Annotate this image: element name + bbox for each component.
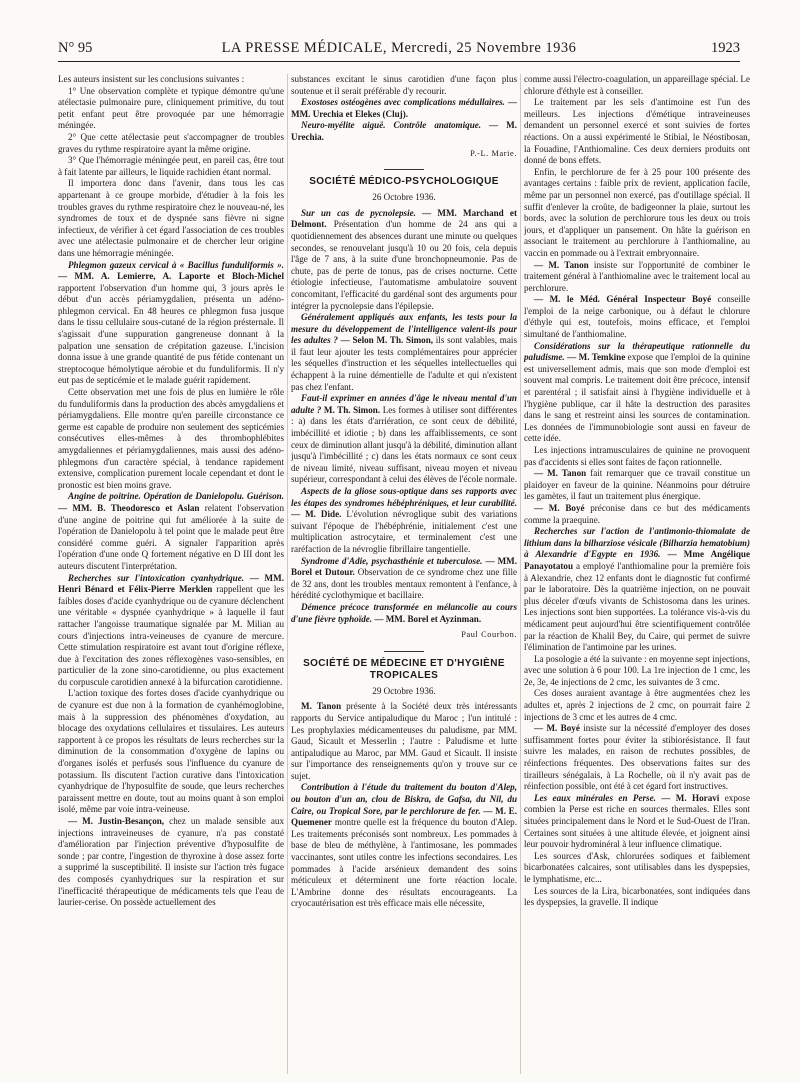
section-title: SOCIÉTÉ DE MÉDECINE ET D'HYGIÈNE TROPICALES (303, 657, 505, 681)
paragraph: Les auteurs insistent sur les conclusions suivantes : (58, 74, 245, 84)
article (291, 208, 517, 312)
issue-number: N° 95 (58, 40, 93, 56)
article-text: expose combien la Perse est riche en sources thermales. Elles sont situées principalement dans le Nord et le Sud-Ouest de l'Iran. Certaines sont situées à une altitude élevée, et joignent ainsi leur pouvoir hydrominéral à leur influence climatique. (524, 792, 750, 850)
paragraph: Enfin, le perchlorure de fer à 25 pour 100 présente des avantages certains : faible prix de revient, application facile, même par un personnel non exercé, pas d'outillage spécial. Il suffit d'enlever la croûte, de badigeonner la plaie, surtout les bords, avec la solution de perchlorure tous les deux ou trois jours, et d'appliquer un pansement. On hâte la guérison en associant le traitement au perchlorure à l'anthiomaline, au vaccin en pommade ou à l'extrait embryonnaire. (524, 166, 750, 258)
article-title: Recherches sur l'action de l'antimonio-thiomalate de lithium dans la bilharziose vésicale (Bilharzia hematobium) à Alexandrie d'Egypte en 1936. (524, 526, 750, 560)
article-title: Les eaux minérales en Perse. (534, 792, 656, 803)
article (291, 97, 517, 120)
article-authors: — M. Boyé (534, 502, 585, 513)
article-text: Les formes à utiliser sont différentes : a) dans les états d'arriération, ce sont ceux de débilité, imbécillité et idiotie ; b) dans les affaiblissements, ce sont ceux de diminution allant jusqu'à la débilité, diminution allant jusqu'à l'imbécillité ; c) dans les états normaux ce sont ceux de niveau limité, niveau suffisant, niveau moyen et niveau supérieur, correspondant à celui des élèves de l'école normale. (291, 404, 517, 485)
article-authors: — M. Horavi (661, 792, 720, 803)
article (291, 556, 517, 602)
article-authors: — M. Tanon (534, 468, 587, 479)
page-header (58, 39, 740, 62)
article-authors: M. Tanon (301, 701, 342, 712)
section-date: 29 Octobre 1936. (372, 685, 436, 696)
article-authors: — MM. Henri Bénard et Félix-Pierre Merklen (58, 572, 284, 595)
column-right (524, 74, 750, 1074)
article-authors: — M. Tanon (534, 259, 589, 270)
paragraph: Cette observation met une fois de plus en lumière le rôle du funduliformis dans la production des abcès amygdaliens et périamygdaliens. Elle montre qu'en pareille circonstance ce germe est capable de produire non seulement des septicémies consécutives elles-mêmes à des thrombophlébites amygdaliennes et périamygdaliennes, mais aussi des adéno-phlegmons d'un caractère spécial, à tendance rapidement extensive, complication purement locale cependant et dont le pronostic est bien moins grave. (58, 387, 284, 490)
article-title: Démence précoce transformée en mélancolie au cours d'une fièvre typhoïde. (291, 601, 517, 624)
article-authors: — M. Temkine (567, 352, 626, 363)
article-authors: — MM. Borel et Dutour. (291, 555, 517, 578)
column-middle (291, 74, 517, 1074)
paragraph: Les sources d'Ask, chlorurées sodiques et faiblement bicarbonatées calcaires, sont utilisables dans les dyspepsies, le lymphatisme, etc... (524, 850, 750, 884)
article-text: expose que l'emploi de la quinine est universellement admis, mais que son mode d'emploi est souvent mal compris. Le traitement doit être précoce, intensif et parentéral ; il satisfait ainsi à l'hygiène individuelle et à l'hygiène publique, car il hâte la destruction des parasites dans le sang et restreint ainsi les sources de contamination. Les données de l'immunobiologie sont aussi en faveur de cette idée. (524, 352, 750, 444)
article-authors: — Selon M. Th. Simon, (340, 335, 434, 346)
article (58, 573, 284, 689)
article-text: montre quelle est la fréquence du bouton d'Alep. Les traitements préconisés sont nombreux. Les pommades à base de bleu de méthylène, à l'antimosane, les pommades vaccinantes, sont utiles contre les infections secondaires. Les pommades à l'acide arsénieux demandent des soins méticuleux et déterminent une forte réaction locale. L'Ambrine donne des résultats encourageants. La cryocautérisation est très efficace mais elle nécessite, (291, 817, 517, 909)
article-authors: — MM. Urechia et Elekes (Cluj). (291, 97, 517, 119)
article-authors: — MM. Marchand et Delmont. (291, 207, 517, 230)
article-title: Exostoses ostéogènes avec complications médullaires. (301, 97, 505, 108)
article-text: rapportent l'observation d'un homme qui, 3 jours après le début d'un accès périamygdalien, présenta un adéno-phlegmon cervical. En 48 heures ce phlegmon fusa jusque dans le tissu cellulaire sous-cutané de la région présternale. Il s'agissait d'une suppuration gangreneuse donnant à la palpation une sensation de crépitation gazeuse. L'incision donna issue à une grande quantité de pus fétide contenant un streptocoque hémolytique aérobie et du funduliformis. Il n'y eut pas de septicémie et le malade guérit rapidement. (58, 282, 284, 386)
article-text: fait remarquer que ce travail constitue un plaidoyer en faveur de la quinine. Néanmoins pour détruire les gamètes, il faut un traitement plus énergique. (524, 468, 750, 502)
article (58, 816, 284, 909)
article-authors: — Mme Angélique Panayotatou (524, 549, 750, 571)
paragraph: Il importera donc dans l'avenir, dans tous les cas appartenant à ce groupe morbide, d'étudier à la fois les troubles graves du rythme respiratoire chez le nouveau-né, les syndromes de toux et de dyspnée sans fièvre ni signe infectieux, de vérifier à cet égard l'association de ces troubles avec une atélectasie pulmonaire et de chercher leur origine dans une hémorragie méningée. (58, 178, 284, 258)
paragraph: 1° Une observation complète et typique démontre qu'une atélectasie pulmonaire pure, cliniquement primitive, du tout petit enfant peut être provoquée par une hémorragie méningée. (58, 85, 284, 131)
article-authors: — M. Boyé (534, 723, 580, 734)
article-authors: — MM. A. Lemierre, A. Laporte et Bloch-Michel (58, 271, 284, 282)
article-title: Syndrome d'Adie, psychasthénie et tuberculose. (301, 555, 483, 566)
section-divider (384, 651, 424, 652)
article-text: insiste sur la nécessité d'employer des doses suffisamment fortes pour éviter la stibiorésistance. Il faut suivre les malades, en raison de rechutes possibles, de réinfections fréquentes. Des observations faites sur des tirailleurs sénégalais, à La Rochelle, où il n'y avait pas de réinfection possible, ont été à cet égard fort instructives. (524, 723, 750, 792)
article-title: Recherches sur l'intoxication cyanhydrique. (68, 572, 245, 583)
article (524, 468, 750, 503)
signature: Paul Courbon. (461, 630, 517, 640)
article (58, 491, 284, 572)
paragraph: Les sources de la Lira, bicarbonatées, sont indiquées dans les dyspepsies, la gravelle. Il indique (524, 885, 750, 908)
paragraph: 2° Que cette atélectasie peut s'accompagner de troubles graves du rythme respiratoire ayant la même origine. (58, 131, 284, 154)
article-authors: — MM. Borel et Ayzinman. (374, 613, 482, 624)
article-title: Généralement appliqués aux enfants, les tests pour la mesure du développement de l'intelligence valent-ils pour les adultes ? (291, 312, 517, 346)
article-text: a employé l'anthiomaline pour la première fois à Alexandrie, chez 12 enfants dont le diagnostic fut confirmé par le laboratoire. Dès la quatrième injection, on ne pouvait plus déceler d'œufs vivants de Schistosoma dans les urines. Les injections sont bien supportées. La tolérance vis-à-vis du médicament peut aujourd'hui être scientifiquement contrôlée par la réaction de Khalil Bey, du Caire, qui permet de suivre l'élimination de l'antimoine par les urines. (524, 560, 750, 653)
article-text: rappellent que les faibles doses d'acide cyanhydrique ou de cyanure déclenchent une véritable « dyspnée cyanhydrique » à laquelle il faut rattacher l'angoisse traumatique signalée par M. Milian au cours d'injections intra-veineuses de cyanure de mercure. Cette stimulation respiratoire est avant tout d'origine réflexe, due à l'excitation des zones réflexogènes vaso-sensibles, en particulier de la zone sino-carotidienne, ou plus exactement du corpuscule carotidien annexé à la bifurcation carotidienne. (58, 584, 284, 687)
article (524, 341, 750, 445)
article (291, 393, 517, 486)
article-text: ils sont valables, mais il faut leur ajouter les tests complémentaires pour apprécier les séquelles d'instruction et les séquelles intellectuelles qui échappent à la ruine démentielle de l'adulte et qui n'existent pas chez l'enfant. (291, 335, 517, 392)
signature: P.-L. Marie. (470, 148, 517, 158)
paragraph: Le traitement par les sels d'antimoine est l'un des meilleurs. Les injections d'émétique intraveineuses demandent un personnel exercé et sont suivies de fortes réactions. On a aussi expérimenté le Stibial, le Néostibosan, la Fouadine, l'Anthiomaline. Ces deux derniers produits ont donné de bons effets. (524, 97, 750, 166)
article-title: Neuro-myélite aiguë. Contrôle anatomique. (301, 120, 482, 131)
article-text: préconise dans ce but des médicaments comme la praequine. (524, 502, 750, 525)
column-divider (520, 74, 521, 1074)
paragraph: substances excitant le sinus carotidien d'une façon plus soutenue et il serait préférable d'y recourir. (291, 74, 517, 96)
article-title: Sur un cas de pycnolepsie. (301, 207, 416, 218)
article (58, 260, 284, 388)
paragraph: comme aussi l'électro-coagulation, un appareillage spécial. Le chlorure d'éthyle est à conseiller. (524, 74, 750, 96)
article-title: Contribution à l'étude du traitement du bouton d'Alep, ou bouton d'un an, clou de Biskra, de Gafsa, du Nil, du Caire, ou Tropical Sore, par le perchlorure de fer. (291, 782, 517, 816)
article-text: relatent l'observation d'une angine de poitrine qui fut améliorée à la suite de l'opération de Danielopolu à tel point que le malade peut être considéré comme guéri. A signaler l'apparition après l'opération d'une onde Q fortement négative en D III dont les auteurs discutent l'interprétation. (58, 502, 284, 571)
article-authors: M. Th. Simon. (323, 404, 381, 415)
article (524, 723, 750, 793)
article-title: Phlegmon gazeux cervical à « Bacillus funduliformis ». (68, 259, 284, 270)
article (291, 602, 517, 625)
journal-title: LA PRESSE MÉDICALE, Mercredi, 25 Novembre 1936 (221, 40, 577, 56)
article (291, 312, 517, 393)
article-text: chez un malade sensible aux injections intraveineuses de cyanure, n'a pas constaté d'amélioration par l'injection préventive d'hyposulfite de sonde ; par contre, l'ingestion de thyroxine à dose assez forte a supprimé la susceptibilité. Il insiste sur l'action très fugace des composés cyanhydriques sur la respiration et sur l'inefficacité thérapeutique de médicaments tels que l'eau de laurier-cerise. On possède actuellement des (58, 816, 284, 908)
page-number: 1923 (711, 40, 740, 56)
article-title: Aspects de la gliose sous-optique dans ses rapports avec les étapes des syndromes hébéphréniques, et leur curabilité. (291, 486, 517, 508)
article-text: conseille l'emploi de la neige carbonique, ou à défaut le chlorure d'éthyle qui est, toutefois, moins efficace, et l'emploi simultané de l'anthiomaline. (524, 294, 750, 340)
article-text: Observation de ce syndrome chez une fille de 32 ans, dont les troubles mentaux remontent à l'enfance, à hérédité cyclothymique et bacillaire. (291, 567, 517, 601)
article (291, 486, 517, 556)
article-authors: — M. Urechia. (291, 120, 517, 142)
paragraph: La posologie a été la suivante : en moyenne sept injections, avec une solution à 6 pour 100. La 1re injection de 1 cmc, les 2e, 3e, 4e injections de 2 cmc, les suivantes de 3 cmc. (524, 653, 750, 687)
article-text: L'évolution névroglique subit des variations suivant l'époque de l'hébéphrénie, initialement c'est une multiplication astrocytaire, et terminalement c'est une raréfaction de la névroglie fibrillaire tangentielle. (291, 509, 517, 554)
paragraph: Ces doses auraient avantage à être augmentées chez les adultes et, après 2 injections de 2 cmc, on pourrait faire 2 injections de 3 cmc et les autres de 4 cmc. (524, 688, 750, 722)
article (291, 701, 517, 782)
section-date: 26 Octobre 1936. (372, 192, 436, 203)
article-text: insiste sur l'opportunité de combiner le traitement général à l'anthiomaline avec le traitement local au perchlorure. (524, 259, 750, 293)
article (524, 793, 750, 851)
article-title: Considérations sur la thérapeutique rationnelle du paludisme. (524, 340, 750, 363)
article-authors: — M. Justin-Besançon, (68, 816, 165, 826)
column-left (58, 74, 284, 1074)
article-authors: — M. Dide. (291, 509, 342, 520)
article-authors: — M. le Méd. Général Inspecteur Boyé (534, 294, 712, 305)
paragraph: Les injections intramusculaires de quinine ne provoquent pas d'accidents si elles sont faites de façon rationnelle. (524, 445, 750, 467)
article (524, 526, 750, 654)
paragraph: 3° Que l'hémorragie méningée peut, en pareil cas, être tout à fait latente par ailleurs, le liquide rachidien étant normal. (58, 155, 284, 177)
section-divider (384, 169, 424, 170)
article-text: Présentation d'un homme de 24 ans qui a quotidiennement des absences durant une minute ou quelques secondes, se renouvelant jusqu'à 10 ou 20 fois, cela depuis l'âge de 7 ans, à la suite d'une bronchopneumonie. Pas de chute, pas de perte de tonus, pas de crises nocturne. Cette étiologie infectieuse, l'automatisme ambulatoire souvent concomitant, l'efficacité du gardénal sont des arguments pour intégrer la pycnolepsie dans l'épilepsie. (291, 219, 517, 311)
article (524, 503, 750, 526)
article (291, 782, 517, 910)
paragraph: L'action toxique des fortes doses d'acide cyanhydrique ou de cyanure est due non à la formation de cyanhémoglobine, mais à la suppression des phénomènes d'oxydation, au blocage des oxydations cellulaires et tissulaires. Les auteurs rapportent à ce propos les résultats de leurs recherches sur la diminution de la consommation d'oxygène de lapins ou d'organes isolés et perfusés sous l'influence du cyanure de potassium. Ils discutent l'action curative dans l'intoxication cyanhydrique de l'hyposulfite de soude, que leurs recherches paraissent mettre en doute, tout au moins quant à son emploi isolé, même par voie intra-veineuse. (58, 688, 284, 815)
article-title: Angine de poitrine. Opération de Danielopolu. Guérison. (68, 491, 284, 502)
section-title: SOCIÉTÉ MÉDICO-PSYCHOLOGIQUE (309, 176, 499, 188)
article-authors: — MM. B. Theodoresco et Aslan (58, 502, 200, 513)
article (524, 294, 750, 340)
article-title: Faut-il exprimer en années d'âge le niveau mental d'un adulte ? (291, 393, 517, 415)
article-text: présente à la Société deux très intéressants rapports du Service antipaludique du Maroc ; l'un intitulé : Les prophylaxies médicamenteuses du paludisme, par MM. Gaud, Sicault et Messerlin ; l'autre : Paludisme et lutte antipaludique au Maroc, par MM. Gaud et Sicault. Il insiste sur l'importance des renseignements qu'on y trouve sur ce sujet. (291, 701, 517, 781)
column-divider (287, 74, 288, 1074)
article (524, 260, 750, 295)
article-authors: — M. E. Quemener (291, 805, 517, 828)
article (291, 120, 517, 143)
